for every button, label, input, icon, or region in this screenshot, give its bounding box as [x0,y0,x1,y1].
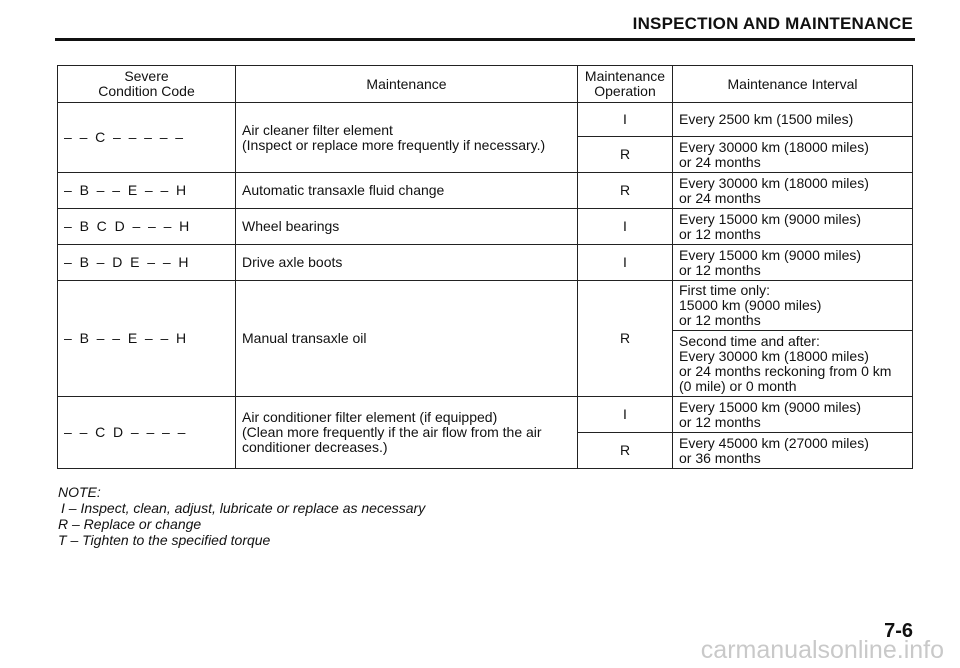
notes-block [58,484,425,548]
maintenance-operation: I [578,103,673,137]
maintenance-operation: I [578,397,673,433]
maintenance-interval: Every 15000 km (9000 miles) or 12 months [673,245,913,281]
table-row [58,245,913,281]
maintenance-interval: Every 30000 km (18000 miles) or 24 months [673,137,913,173]
maintenance-operation: I [578,245,673,281]
severe-condition-code: – – C D – – – – [58,397,236,469]
section-title: INSPECTION AND MAINTENANCE [632,14,913,33]
note-line-inspect: I – Inspect, clean, adjust, lubricate or replace as necessary [61,500,426,516]
maintenance-item: Drive axle boots [236,245,578,281]
maintenance-interval: Every 30000 km (18000 miles) or 24 months [673,173,913,209]
page-number: 7-6 [884,620,913,642]
severe-condition-code: – B – – E – – H [58,281,236,397]
severe-condition-code: – B – – E – – H [58,173,236,209]
maintenance-operation: R [578,281,673,397]
severe-condition-code: – – C – – – – – [58,103,236,173]
table-row [58,173,913,209]
maintenance-interval: Second time and after: Every 30000 km (18000 miles) or 24 months reckoning from 0 km (0 mile) or 0 month [673,331,913,397]
header-rule [55,38,915,41]
maintenance-schedule-table [57,65,913,469]
maintenance-operation: R [578,173,673,209]
maintenance-interval: Every 45000 km (27000 miles) or 36 months [673,433,913,469]
column-header-maintenance: Maintenance [236,66,578,103]
maintenance-interval: Every 15000 km (9000 miles) or 12 months [673,397,913,433]
table-row [58,103,913,137]
column-header-severe-condition-code: Severe Condition Code [58,66,236,103]
maintenance-interval: Every 15000 km (9000 miles) or 12 months [673,209,913,245]
maintenance-item: Wheel bearings [236,209,578,245]
maintenance-operation: R [578,137,673,173]
table-row [58,397,913,433]
maintenance-operation: R [578,433,673,469]
maintenance-item: Automatic transaxle fluid change [236,173,578,209]
notes-heading: NOTE: [58,484,101,500]
column-header-maintenance-interval: Maintenance Interval [673,66,913,103]
maintenance-interval: Every 2500 km (1500 miles) [673,103,913,137]
table-row [58,209,913,245]
note-line-tighten: T – Tighten to the specified torque [58,532,271,548]
maintenance-item: Manual transaxle oil [236,281,578,397]
table-row [58,281,913,331]
column-header-maintenance-operation: Maintenance Operation [578,66,673,103]
maintenance-operation: I [578,209,673,245]
maintenance-item: Air cleaner filter element (Inspect or replace more frequently if necessary.) [236,103,578,173]
severe-condition-code: – B – D E – – H [58,245,236,281]
watermark: carmanualsonline.info [700,636,944,664]
severe-condition-code: – B C D – – – H [58,209,236,245]
maintenance-interval: First time only: 15000 km (9000 miles) or 12 months [673,281,913,331]
table-header-row [58,66,913,103]
note-line-replace: R – Replace or change [58,516,202,532]
maintenance-item: Air conditioner filter element (if equipped) (Clean more frequently if the air flow from the air conditioner decreases.) [236,397,578,469]
